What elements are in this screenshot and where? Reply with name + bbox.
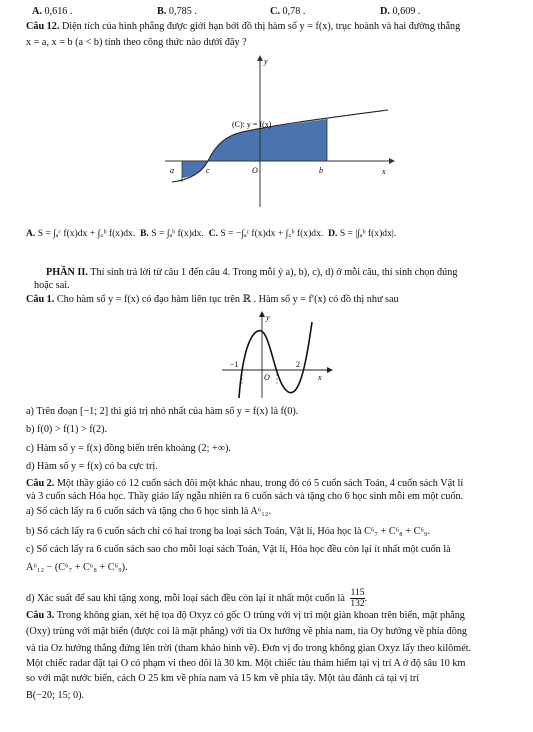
option-label: D. — [380, 6, 390, 17]
part-intro: Thí sinh trả lời từ câu 1 đến câu 4. Trong mỗi ý a), b), c), d) ở mỗi câu, thí sinh chọn đúng — [90, 267, 458, 278]
q2-item-c: c) Số cách lấy ra 6 cuốn sách sao cho mỗi loại sách Toán, Vật lí, Hóa học đều còn lại ít nhất một cuốn là — [26, 544, 451, 555]
q2-item-b: b) Số cách lấy ra 6 cuốn sách chỉ có hai trong ba loại sách Toán, Vật lí, Hóa học là C⁶₇ + C⁶₈ + C⁶₉. — [26, 526, 431, 537]
tick-o: O — [252, 166, 258, 175]
question-text: Diện tích của hình phẳng được giới hạn bởi đồ thị hàm số y = f(x), trục hoành và hai đường thẳng — [61, 21, 461, 32]
option-label: D. — [328, 228, 338, 239]
x-axis-label: x — [382, 167, 386, 176]
q3-line3: và tia Oz hướng thẳng đứng lên trời (tham khảo hình vẽ). Đơn vị đo trong không gian Oxyz lấy theo kilômét. — [26, 643, 472, 654]
q2-item-a: a) Số cách lấy ra 6 cuốn sách và tặng cho 6 học sinh là A⁶₁₂. — [26, 506, 271, 517]
q2-item-c-cont: A⁶₁₂ − (C⁶₇ + C⁶₈ + C⁶₉). — [26, 562, 128, 573]
fraction — [350, 588, 364, 609]
part-heading: PHẦN II. — [46, 267, 88, 278]
q1-item-b: b) f(0) > f(1) > f(2). — [26, 424, 108, 435]
item-text: d) Xác suất để sau khi tặng xong, mỗi loại sách đều còn lại ít nhất một cuốn là — [26, 592, 345, 604]
top-option-a — [32, 6, 72, 17]
part2-intro-line1 — [46, 267, 533, 279]
q12-line2: x = a, x = b (a < b) tính theo công thức nào dưới đây ? — [26, 37, 247, 48]
tick-2: 2 — [296, 360, 300, 369]
option-label: C. — [270, 6, 280, 17]
q3-line4: Một chiếc radar đặt tại O có phạm vi theo dõi là 30 km. Một chiếc tàu thám hiểm tại vị trí A ở độ sâu 10 km — [26, 658, 466, 669]
option-label: A. — [26, 228, 36, 239]
q3-line1 — [26, 610, 526, 622]
tick-b: b — [319, 166, 323, 175]
q3-line2: (Oxy) trùng với mặt biển (được coi là mặt phẳng) với tia Ox hướng về phía nam, tia Oy hướng về phía đông — [26, 626, 468, 637]
question-text: Một thầy giáo có 12 cuốn sách đôi một khác nhau, trong đó có 5 cuốn sách Toán, 4 cuốn sách Vật lí — [56, 478, 464, 489]
y-axis-label: y — [264, 57, 268, 66]
q12-line1 — [26, 21, 526, 33]
question-text: Trong không gian, xét hệ tọa độ Oxyz có gốc O trùng với vị trí một giàn khoan trên biển, mặt phẳng — [56, 610, 465, 621]
option-value: 0,78 . — [282, 6, 306, 17]
shaded-region-negative — [182, 161, 208, 178]
option-label: B. — [157, 6, 167, 17]
option-formula: S = |∫ₐᵇ f(x)dx|. — [339, 228, 397, 239]
y-axis-label: y — [266, 313, 270, 322]
option-label: B. — [140, 228, 149, 239]
option-value: 0,609 . — [392, 6, 421, 17]
q3-line6: B(−20; 15; 0). — [26, 690, 85, 701]
derivative-curve — [239, 322, 312, 398]
option-formula: S = ∫ₐᵇ f(x)dx. — [151, 228, 204, 239]
part2-intro-line2: hoặc sai. — [34, 280, 70, 291]
q1-line — [26, 294, 526, 306]
question-number: Câu 12. — [26, 21, 60, 32]
option-formula: S = −∫ₐᶜ f(x)dx + ∫꜀ᵇ f(x)dx. — [220, 228, 324, 239]
q1-item-d: d) Hàm số y = f(x) có ba cực trị. — [26, 461, 158, 472]
question-number: Câu 1. — [26, 294, 55, 305]
option-formula: S = ∫ₐᶜ f(x)dx + ∫꜀ᵇ f(x)dx. — [37, 228, 136, 239]
q3-line5: so với mặt nước biển, cách O 25 km về phía nam và 15 km về phía tây. Một tàu đánh cá tại vị trí — [26, 673, 420, 684]
q1-item-a: a) Trên đoạn [−1; 2] thì giá trị nhỏ nhất của hàm số y = f(x) là f(0). — [26, 406, 299, 417]
q2-line2: và 3 cuốn sách Hóa học. Thầy giáo lấy ngẫu nhiên ra 6 cuốn sách và tặng cho 6 học sinh mỗi em một cuốn. — [26, 491, 464, 502]
fraction-numerator: 115 — [350, 588, 365, 598]
q2-item-d: d) Xác suất để sau khi tặng xong, mỗi loại sách đều còn lại ít nhất một cuốn là $\frac{115}{132}$ . — [26, 588, 368, 609]
option-value: 0,616 . — [44, 6, 73, 17]
question-text: Cho hàm số y = f(x) có đạo hàm liên tục trên ℝ . Hàm số y = f′(x) có đồ thị như sau — [56, 294, 399, 305]
q2-line1 — [26, 478, 526, 490]
top-option-b — [157, 6, 197, 17]
option-value: 0,785 . — [168, 6, 197, 17]
top-option-c — [270, 6, 305, 17]
option-label: A. — [32, 6, 42, 17]
q12-options — [26, 228, 526, 240]
tick-c: c — [206, 166, 210, 175]
question-number: Câu 2. — [26, 478, 55, 489]
tick-neg1: −1 — [230, 360, 239, 369]
q12-area-graph — [160, 52, 400, 212]
fraction-denominator: 132 — [350, 599, 365, 609]
option-label: C. — [208, 228, 218, 239]
tick-a: a — [170, 166, 174, 175]
tick-o: O — [264, 373, 270, 382]
x-axis-label: x — [318, 373, 322, 382]
curve-label: (C): y = f(x) — [232, 120, 272, 129]
top-option-d — [380, 6, 420, 17]
question-number: Câu 3. — [26, 610, 55, 621]
q1-derivative-graph — [222, 310, 334, 400]
q1-item-c: c) Hàm số y = f(x) đồng biến trên khoảng (2; +∞). — [26, 443, 231, 454]
